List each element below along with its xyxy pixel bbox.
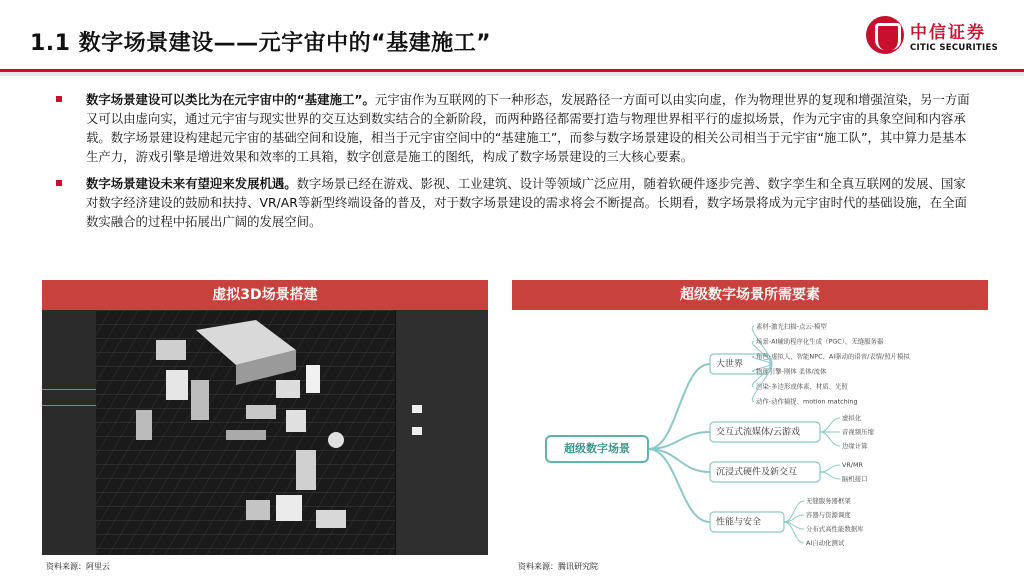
bullet-item <box>50 174 975 231</box>
page-title: 1.1 数字场景建设——元宇宙中的“基建施工” <box>30 31 492 56</box>
mind-map-branch-label: 性能与安全 <box>716 517 762 528</box>
bullet-square-icon <box>56 96 62 102</box>
color-swatch <box>412 427 422 435</box>
3d-editor-screenshot <box>42 310 488 555</box>
mind-map-branch-label: 沉浸式硬件及新交互 <box>716 467 798 478</box>
color-swatch <box>412 405 422 413</box>
right-panel-heading: 超级数字场景所需要素 <box>512 280 988 310</box>
bullet-text: 元宇宙作为互联网的下一种形态，发展路径一方面可以由实向虚，作为物理世界的复现和增强渲染，另一方面又可以由虚向实，通过元宇宙与现实世界的交互达到数实结合的全新阶段，而两种路径都需要打造与物理世界相平行的虚拟场景，作为元宇宙的具象空间和内容承载。数字场景建设构建起元宇宙的基础空间和设施，相当于元宇宙空间中的“基建施工”，而参与数字场景建设的相关公司相当于元宇宙“施工队”，其中算力是基本生产力，游戏引擎是增进效果和效率的工具箱，数字创意是施工的图纸，构成了数字场景建设的三大核心要素。 <box>86 92 970 164</box>
mind-map-item-connector <box>820 472 840 479</box>
tree-node <box>42 330 96 345</box>
mind-map-item: 音视频压缩 <box>842 428 874 436</box>
tree-node <box>42 405 96 420</box>
tree-node-selected <box>42 390 96 405</box>
mind-map-item: 边缘计算 <box>842 442 868 450</box>
editor-properties-panel <box>395 310 488 555</box>
bullet-lead: 数字场景建设未来有望迎来发展机遇。 <box>86 176 297 191</box>
prop-row <box>396 376 488 398</box>
mind-map-item: VR/MR <box>842 461 863 469</box>
editor-scene-tree <box>42 310 96 555</box>
mind-map-item: 渲染-多边形或体素、材质、光照 <box>756 382 848 391</box>
header-divider-gray <box>0 72 1024 76</box>
prop-row <box>396 398 488 420</box>
tree-node <box>42 360 96 375</box>
mind-map-item-connector <box>820 418 840 432</box>
prop-row <box>396 310 488 332</box>
mind-map-item: 无缝服务器框架 <box>806 497 851 505</box>
editor-3d-viewport <box>96 310 395 555</box>
bullet-square-icon <box>56 180 62 186</box>
tree-toolbar <box>42 310 96 330</box>
prop-row <box>396 420 488 442</box>
mind-map <box>512 312 988 558</box>
logo-english-name: CITIC SECURITIES <box>909 42 998 53</box>
mind-map-item: 动作-动作捕捉、motion matching <box>756 397 858 406</box>
tree-node <box>42 375 96 390</box>
citic-logo <box>866 16 998 54</box>
tree-node <box>42 435 96 450</box>
right-source-note: 资料来源：腾讯研究院 <box>518 562 598 571</box>
mind-map-item: 角色-虚拟人、智能NPC、AI驱动的语音/表情/照片模拟 <box>756 352 910 361</box>
mind-map-svg <box>512 312 988 558</box>
mind-map-item: 脑机接口 <box>842 475 868 483</box>
mind-map-center-label: 超级数字场景 <box>564 442 630 455</box>
mind-map-item: 场景-AI辅助程序化生成（PGC）、无缝服务器 <box>756 337 884 346</box>
bullet-lead: 数字场景建设可以类比为在元宇宙中的“基建施工”。 <box>86 92 375 107</box>
mind-map-item: AI自动化测试 <box>806 539 845 547</box>
left-source-note: 资料来源：阿里云 <box>46 562 110 571</box>
mind-map-item: 容器与资源调度 <box>806 511 851 519</box>
prop-row <box>396 332 488 354</box>
bullet-text: 数字场景已经在游戏、影视、工业建筑、设计等领域广泛应用，随着软硬件逐步完善、数字孪生和全真互联网的发展、国家对数字经济建设的鼓励和扶持、VR/AR等新型终端设备的普及，对于数字场景建设的需求将会不断提高。长期看，数字场景将成为元宇宙时代的基础设施，在全面数实融合的过程中拓展出广阔的发展空间。 <box>86 176 967 229</box>
mind-map-item-connector <box>820 465 840 472</box>
mind-map-connector <box>648 364 710 449</box>
mind-map-item: 虚拟化 <box>842 414 862 422</box>
mind-map-item-connector <box>820 432 840 446</box>
mind-map-branch-label: 大世界 <box>716 359 744 370</box>
left-panel-heading: 虚拟3D场景搭建 <box>42 280 488 310</box>
mind-map-branch-label: 交互式流媒体/云游戏 <box>716 427 801 438</box>
prop-row <box>396 354 488 376</box>
mind-map-item: 素材-激光扫描-点云-模型 <box>756 322 827 331</box>
mind-map-item: 分布式高性能数据库 <box>806 525 864 533</box>
tree-node <box>42 345 96 360</box>
mind-map-item: 物理引擎-刚体 柔体/流体 <box>756 367 827 376</box>
bullet-item <box>50 90 975 166</box>
citic-logo-icon <box>866 16 904 54</box>
bullet-list <box>50 90 975 239</box>
tree-node <box>42 420 96 435</box>
logo-chinese-name: 中信证券 <box>909 22 986 43</box>
